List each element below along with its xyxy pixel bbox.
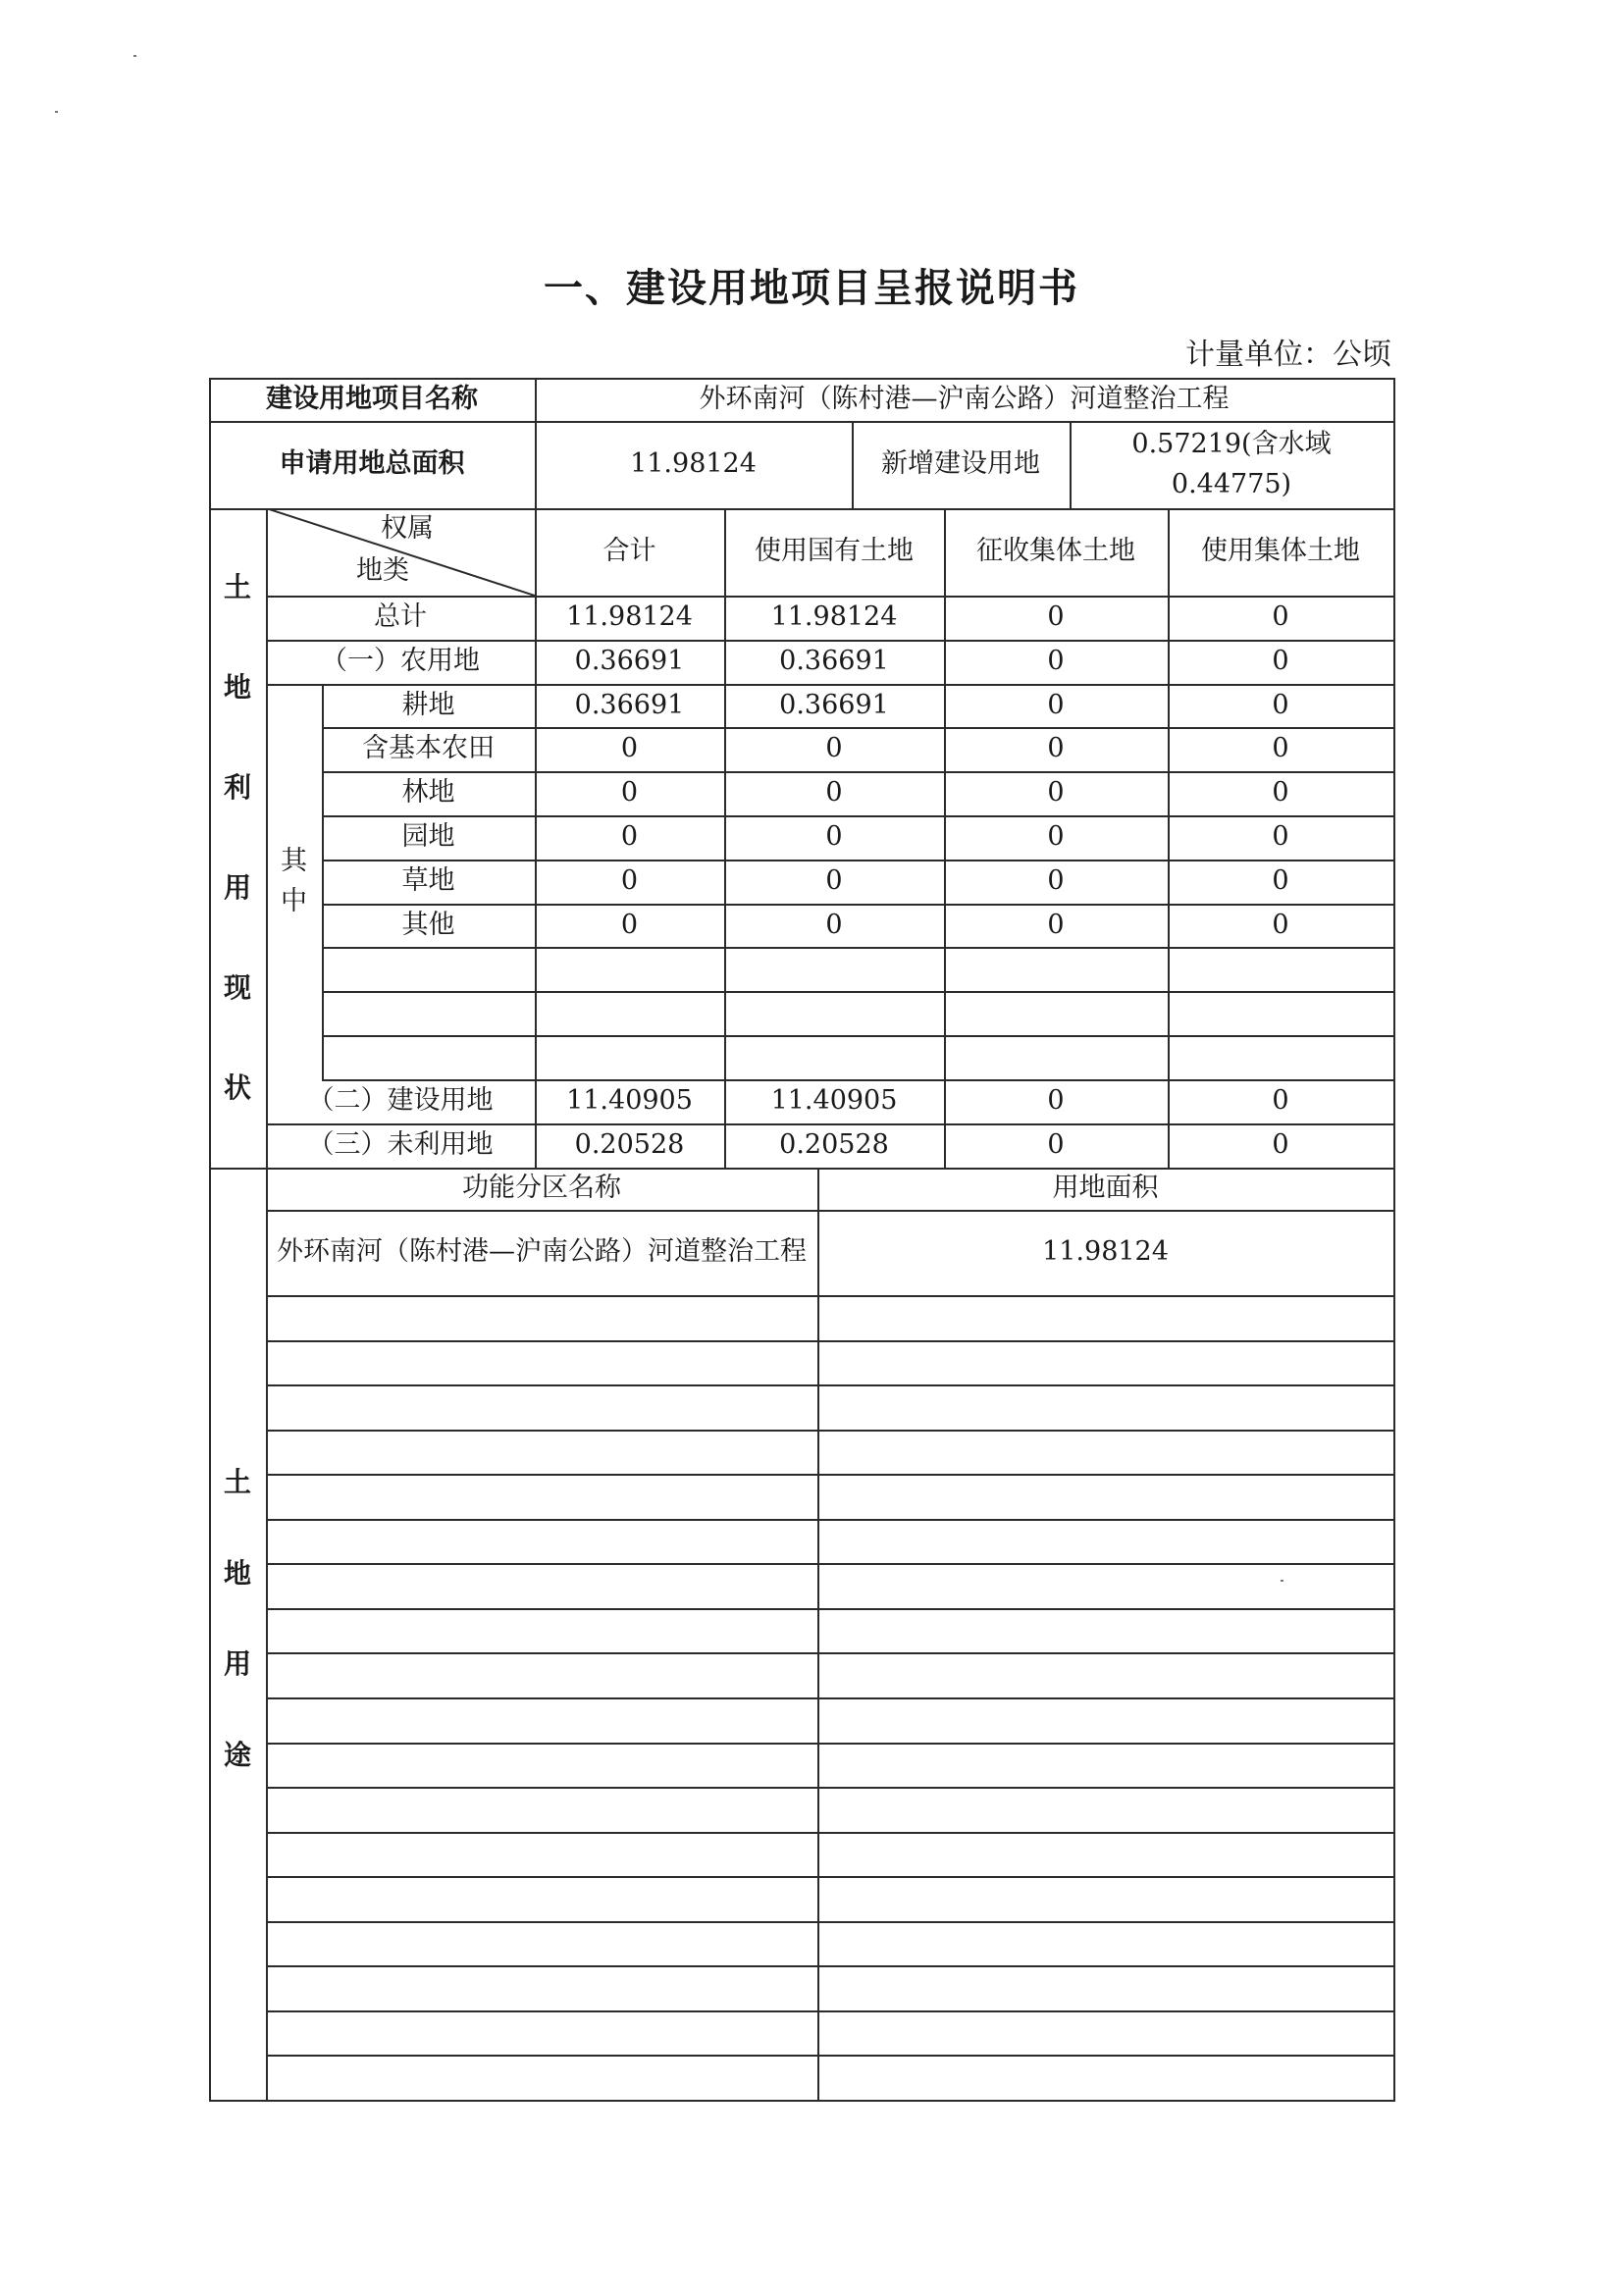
new-construction-value — [1070, 421, 1393, 508]
sub-group-label-char: 其 — [281, 846, 307, 876]
side-label-char: 利 — [223, 771, 251, 804]
status-row-value: 11.98124 — [566, 601, 693, 633]
status-row-value: 0.20528 — [779, 1129, 889, 1161]
status-row-value: 0 — [620, 821, 639, 853]
status-row-value: 0.36691 — [779, 646, 889, 677]
status-row-label: 林地 — [401, 777, 455, 809]
status-row-value: 0 — [1272, 865, 1289, 897]
status-row-value — [535, 1035, 724, 1079]
grid-line-horizontal — [266, 1965, 1395, 1967]
status-row-value: 0 — [1047, 865, 1065, 897]
grid-line-horizontal — [266, 1608, 1395, 1610]
grid-line-horizontal — [266, 1295, 1395, 1297]
side-label-char: 地 — [223, 1556, 251, 1590]
new-construction-label: 新增建设用地 — [881, 448, 1040, 480]
scan-speck — [1281, 1580, 1283, 1582]
new-construction-value-line1: 0.57219(含水域 — [1131, 429, 1332, 459]
status-row-value: 0 — [1047, 601, 1065, 633]
status-row-value: 0 — [825, 909, 843, 940]
side-label-char: 现 — [223, 971, 251, 1004]
sub-group-label — [266, 684, 322, 1079]
status-row-value: 0 — [1272, 646, 1289, 677]
status-row-value: 11.40905 — [770, 1085, 898, 1117]
status-row-label: （三）未利用地 — [307, 1129, 494, 1161]
status-row-value: 0 — [620, 777, 639, 809]
new-construction-value-line2: 0.44775) — [1171, 468, 1292, 499]
land-use-column-divider — [817, 1168, 819, 2102]
land-use-side-label — [209, 1462, 266, 1776]
scan-speck — [55, 111, 58, 113]
status-row-value: 0 — [825, 733, 843, 764]
status-row-value — [724, 947, 944, 991]
status-column-header: 使用集体土地 — [1201, 536, 1360, 567]
grid-line-horizontal — [266, 1697, 1395, 1699]
diagonal-header-bottom: 地类 — [356, 554, 409, 586]
status-row-label: 其他 — [401, 909, 455, 940]
table-border-bottom — [209, 2100, 1395, 2102]
side-label-char: 途 — [223, 1738, 251, 1771]
status-row-value — [535, 947, 724, 991]
status-row-value: 0 — [825, 821, 843, 853]
status-row-value: 0 — [1047, 821, 1065, 853]
status-row-value: 0 — [825, 865, 843, 897]
grid-line-horizontal — [266, 1563, 1395, 1565]
status-row-value — [724, 991, 944, 1035]
scan-speck — [133, 55, 136, 57]
land-use-row-area: 11.98124 — [1042, 1236, 1169, 1268]
status-row-value: 0.36691 — [779, 689, 889, 720]
document-title: 一、建设用地项目呈报说明书 — [544, 266, 1079, 311]
grid-line-horizontal — [266, 1743, 1395, 1745]
status-row-value: 0 — [825, 777, 843, 809]
status-row-label: 耕地 — [401, 689, 455, 720]
status-row-label — [322, 1035, 535, 1079]
status-row-value: 0 — [1272, 1129, 1289, 1161]
grid-line-horizontal — [266, 1430, 1395, 1432]
status-row-value: 0 — [1047, 733, 1065, 764]
grid-line-horizontal — [266, 1519, 1395, 1521]
status-row-value: 0 — [1272, 821, 1289, 853]
status-row-value: 0 — [1272, 733, 1289, 764]
status-row-value — [944, 1035, 1168, 1079]
status-row-label: 总计 — [374, 601, 427, 633]
status-column-header: 使用国有土地 — [755, 536, 914, 567]
grid-line-horizontal — [266, 1384, 1395, 1386]
land-use-column-name: 功能分区名称 — [462, 1173, 621, 1204]
land-use-row-name: 外环南河（陈村港—沪南公路）河道整治工程 — [277, 1236, 807, 1268]
measurement-unit: 计量单位：公顷 — [1185, 338, 1391, 372]
status-row-value — [724, 1035, 944, 1079]
grid-line-horizontal — [266, 1652, 1395, 1654]
status-row-value: 0 — [1047, 909, 1065, 940]
project-name-label: 建设用地项目名称 — [266, 383, 478, 414]
status-column-header: 征收集体土地 — [976, 536, 1135, 567]
status-row-value: 0 — [1272, 601, 1289, 633]
grid-line-horizontal — [266, 1474, 1395, 1476]
status-row-value: 0 — [1047, 689, 1065, 720]
status-row-value: 0 — [620, 865, 639, 897]
status-row-value: 11.40905 — [566, 1085, 693, 1117]
grid-line-horizontal — [266, 1876, 1395, 1878]
status-row-value — [1168, 1035, 1393, 1079]
status-row-label: 含基本农田 — [362, 733, 495, 764]
land-use-column-area: 用地面积 — [1052, 1173, 1159, 1204]
status-row-value: 0 — [1272, 1085, 1289, 1117]
status-row-label: （一）农用地 — [321, 646, 480, 677]
status-row-label: 园地 — [401, 821, 455, 853]
grid-line-horizontal — [266, 2010, 1395, 2012]
side-label-char: 状 — [223, 1071, 251, 1104]
status-row-value: 0 — [1047, 1085, 1065, 1117]
total-area-label: 申请用地总面积 — [279, 448, 465, 480]
diagonal-header-top: 权属 — [381, 512, 434, 544]
status-row-value: 0 — [1272, 909, 1289, 940]
status-row-value — [944, 947, 1168, 991]
grid-line-horizontal — [266, 1832, 1395, 1834]
status-row-value: 0 — [1272, 689, 1289, 720]
status-row-label: （二）建设用地 — [307, 1085, 494, 1117]
status-row-value: 0 — [1272, 777, 1289, 809]
status-row-value: 11.98124 — [770, 601, 898, 633]
sub-group-label-char: 中 — [281, 885, 307, 916]
status-row-value — [1168, 947, 1393, 991]
grid-line-horizontal — [266, 1340, 1395, 1342]
status-row-value — [944, 991, 1168, 1035]
side-label-char: 用 — [223, 1647, 251, 1681]
total-area-value: 11.98124 — [630, 448, 757, 480]
status-row-value — [535, 991, 724, 1035]
side-label-char: 土 — [223, 1466, 251, 1498]
grid-line-horizontal — [266, 2055, 1395, 2057]
status-row-value: 0 — [1047, 777, 1065, 809]
grid-line-horizontal — [266, 1921, 1395, 1923]
status-row-value: 0 — [1047, 646, 1065, 677]
status-row-label — [322, 947, 535, 991]
status-row-value: 0.36691 — [574, 689, 685, 720]
status-row-value — [1168, 991, 1393, 1035]
grid-line-horizontal — [266, 1787, 1395, 1789]
side-label-char: 用 — [223, 871, 251, 904]
table-border-right — [1393, 378, 1395, 2102]
status-row-value: 0 — [620, 909, 639, 940]
status-row-value: 0 — [620, 733, 639, 764]
side-label-char: 土 — [223, 571, 251, 603]
status-row-value: 0 — [1047, 1129, 1065, 1161]
status-row-label: 草地 — [401, 865, 455, 897]
project-name-value: 外环南河（陈村港—沪南公路）河道整治工程 — [699, 383, 1230, 414]
land-status-side-label — [209, 567, 266, 1109]
status-row-value: 0.36691 — [574, 646, 685, 677]
status-column-header: 合计 — [602, 536, 656, 567]
status-row-label — [322, 991, 535, 1035]
side-label-char: 地 — [223, 671, 251, 704]
status-row-value: 0.20528 — [574, 1129, 685, 1161]
